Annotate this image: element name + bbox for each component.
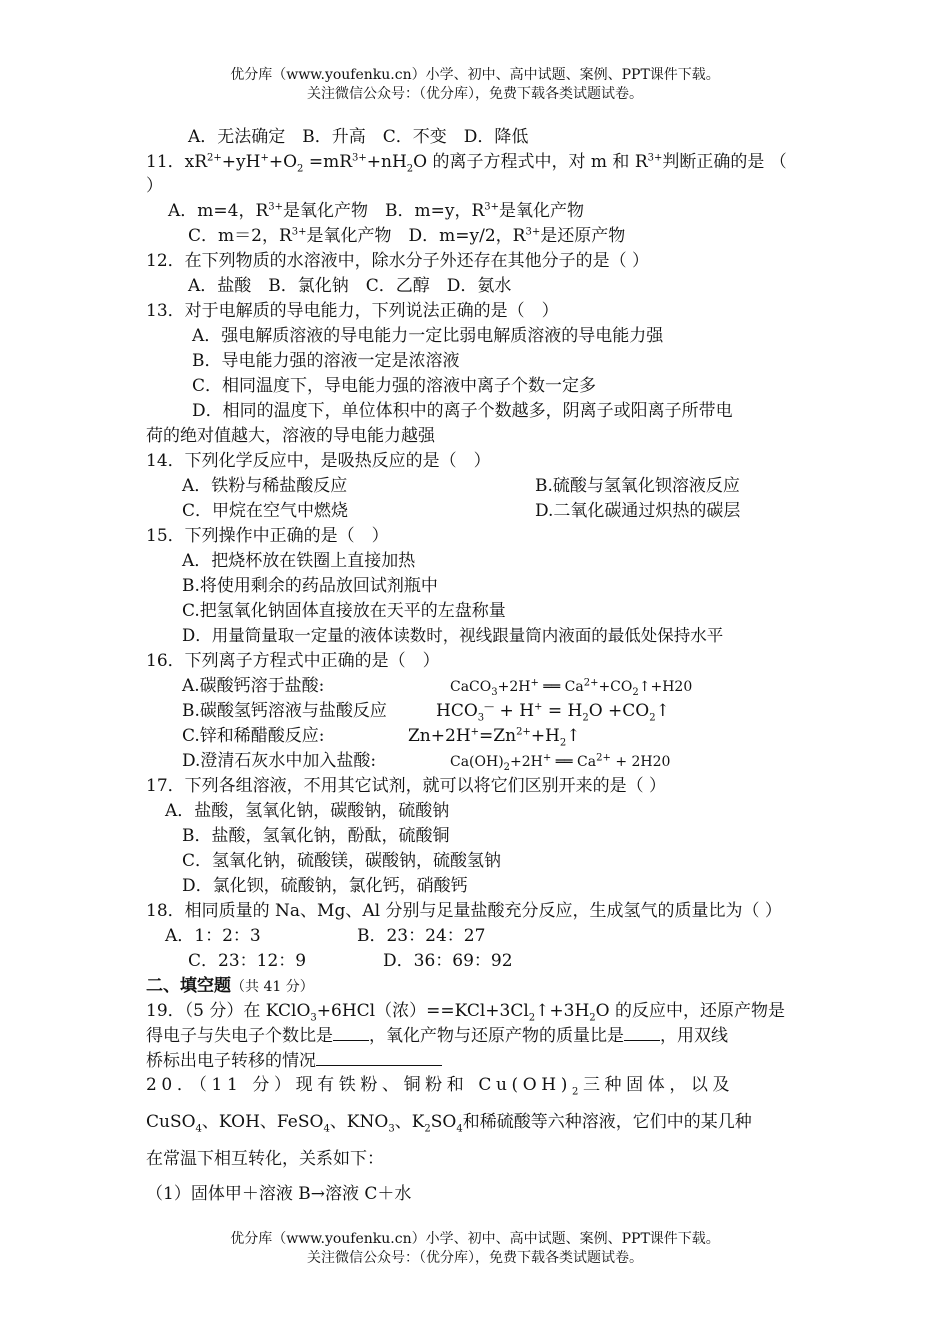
question-19-line-1: 19．（5 分）在 KClO$_3$+6HCl（浓）$==KCl+3Cl_2↑+3H_2O$ 的反应中，还原产物是: [146, 1001, 786, 1024]
question-14-option-c: C．甲烷在空气中燃烧: [182, 501, 349, 521]
question-20-line-1: 20．（11 分）现有铁粉、铜粉和 $Cu(OH)_2$三种固体，以及: [146, 1075, 735, 1098]
question-15-option-b: B.将使用剩余的药品放回试剂瓶中: [182, 576, 438, 596]
question-11-stem: 11．$xR^{2+}+yH^++O_2 =mR^{3+}+nH_2O$ 的离子方程式中，对 m 和 $R^{3+}$判断正确的是 （: [146, 152, 787, 175]
question-13-option-b: B．导电能力强的溶液一定是浓溶液: [192, 351, 460, 371]
question-20-line-3: 在常温下相互转化，关系如下：: [146, 1149, 384, 1169]
question-16-option-a-equation: CaCO$_3$+2H+ ══ $Ca^{2+}+CO_2↑+H20$: [450, 677, 693, 698]
question-15-option-a: A．把烧杯放在铁圈上直接加热: [182, 551, 416, 571]
question-14-option-b: B.硫酸与氢氧化钡溶液反应: [535, 476, 740, 496]
question-16-option-a-label: A.碳酸钙溶于盐酸:: [182, 676, 325, 696]
question-12-options: A．盐酸 B．氯化钠 C．乙醇 D．氨水: [188, 276, 512, 296]
question-16-option-b-equation: $HCO_3^— + H^+ = H_2O$ $+CO_2↑$: [436, 701, 670, 724]
footer-line-1: 优分库（www.youfenku.cn）小学、初中、高中试题、案例、PPT课件下载。: [230, 1231, 720, 1247]
question-14-option-d: D.二氧化碳通过炽热的碳层: [535, 501, 741, 521]
question-18-stem: 18．相同质量的 Na、Mg、Al 分别与足量盐酸充分反应，生成氢气的质量比为（ ）: [146, 901, 782, 921]
question-16-option-c-label: C.锌和稀醋酸反应:: [182, 726, 325, 746]
question-19-line-2: 得电子与失电子个数比是 ，氧化产物与还原产物的质量比是 ，用双线: [146, 1026, 728, 1046]
question-19-line-3: 桥标出电子转移的情况: [146, 1050, 442, 1072]
question-15-option-c: C.把氢氧化钠固体直接放在天平的左盘称量: [182, 601, 506, 621]
section-2-heading: 二、填空题（共 41 分）: [146, 976, 314, 996]
footer-line-2: 关注微信公众号：（优分库），免费下载各类试题试卷。: [307, 1250, 643, 1266]
question-17-stem: 17．下列各组溶液，不用其它试剂，就可以将它们区别开来的是（ ）: [146, 776, 667, 796]
question-11-option-ab: A．m=4，$R^{3+}$是氧化产物 B．m=y，$R^{3+}$是氧化产物: [168, 201, 585, 221]
question-17-option-b: B．盐酸，氢氧化钠，酚酞，硫酸铜: [182, 826, 450, 846]
question-20-line-4: （1）固体甲＋溶液 B→溶液 C＋水: [146, 1184, 412, 1204]
question-18-option-c: C．23：12：9: [188, 951, 307, 971]
header-line-2: 关注微信公众号：（优分库），免费下载各类试题试卷。: [307, 86, 643, 102]
question-16-option-d-label: D.澄清石灰水中加入盐酸:: [182, 751, 377, 771]
question-15-option-d: D．用量筒量取一定量的液体读数时，视线跟量筒内液面的最低处保持水平: [182, 626, 724, 645]
header-line-1: 优分库（www.youfenku.cn）小学、初中、高中试题、案例、PPT课件下载。: [230, 67, 720, 83]
question-18-option-d: D．36：69：92: [383, 951, 513, 971]
blank-mass-ratio[interactable]: [624, 1025, 660, 1041]
question-11-option-cd: C．m＝2，$R^{3+}$是氧化产物 D．m=y/2，$R^{3+}$是还原产物: [188, 226, 626, 246]
question-16-stem: 16．下列离子方程式中正确的是（ ）: [146, 651, 440, 671]
question-13-stem: 13．对于电解质的导电能力，下列说法正确的是（ ）: [146, 301, 559, 321]
question-18-option-a: A．1：2：3: [165, 926, 261, 946]
question-18-option-b: B．23：24：27: [357, 926, 486, 946]
question-12-stem: 12．在下列物质的水溶液中，除水分子外还存在其他分子的是（ ）: [146, 251, 650, 271]
question-16-option-d-equation: $Ca(OH)_2+2H^+$ ══ $Ca^{2+} + 2H20$: [450, 752, 671, 773]
question-13-option-a: A．强电解质溶液的导电能力一定比弱电解质溶液的导电能力强: [192, 326, 664, 346]
blank-electron-ratio[interactable]: [333, 1025, 369, 1041]
question-17-option-d: D．氯化钡，硫酸钠，氯化钙，硝酸钙: [182, 876, 468, 896]
question-11-stem-cont: ）: [146, 176, 163, 196]
question-16-option-c-equation: $Zn+2H^+=Zn^{2+}+H_2↑$: [408, 726, 581, 749]
question-16-option-b-label: B.碳酸氢钙溶液与盐酸反应: [182, 701, 387, 721]
question-14-option-a: A．铁粉与稀盐酸反应: [182, 476, 348, 496]
blank-electron-transfer[interactable]: [316, 1050, 442, 1066]
question-15-stem: 15．下列操作中正确的是（ ）: [146, 526, 389, 546]
question-17-option-a: A．盐酸，氢氧化钠，碳酸钠，硫酸钠: [165, 801, 450, 821]
question-10-options: A．无法确定 B．升高 C．不变 D．降低: [188, 127, 529, 147]
question-13-option-d-cont: 荷的绝对值越大，溶液的导电能力越强: [146, 426, 435, 446]
question-17-option-c: C．氢氧化钠，硫酸镁，碳酸钠，硫酸氢钠: [182, 851, 502, 871]
question-13-option-d: D．相同的温度下，单位体积中的离子个数越多，阴离子或阳离子所带电: [192, 401, 733, 421]
question-20-line-2: CuSO$_4$、KOH、FeSO$_4$、$KNO_3$、$K_2SO_4$和稀硫酸等六种溶液，它们中的某几种: [146, 1112, 752, 1135]
question-14-stem: 14．下列化学反应中，是吸热反应的是（ ）: [146, 451, 491, 471]
question-13-option-c: C．相同温度下，导电能力强的溶液中离子个数一定多: [192, 376, 597, 396]
